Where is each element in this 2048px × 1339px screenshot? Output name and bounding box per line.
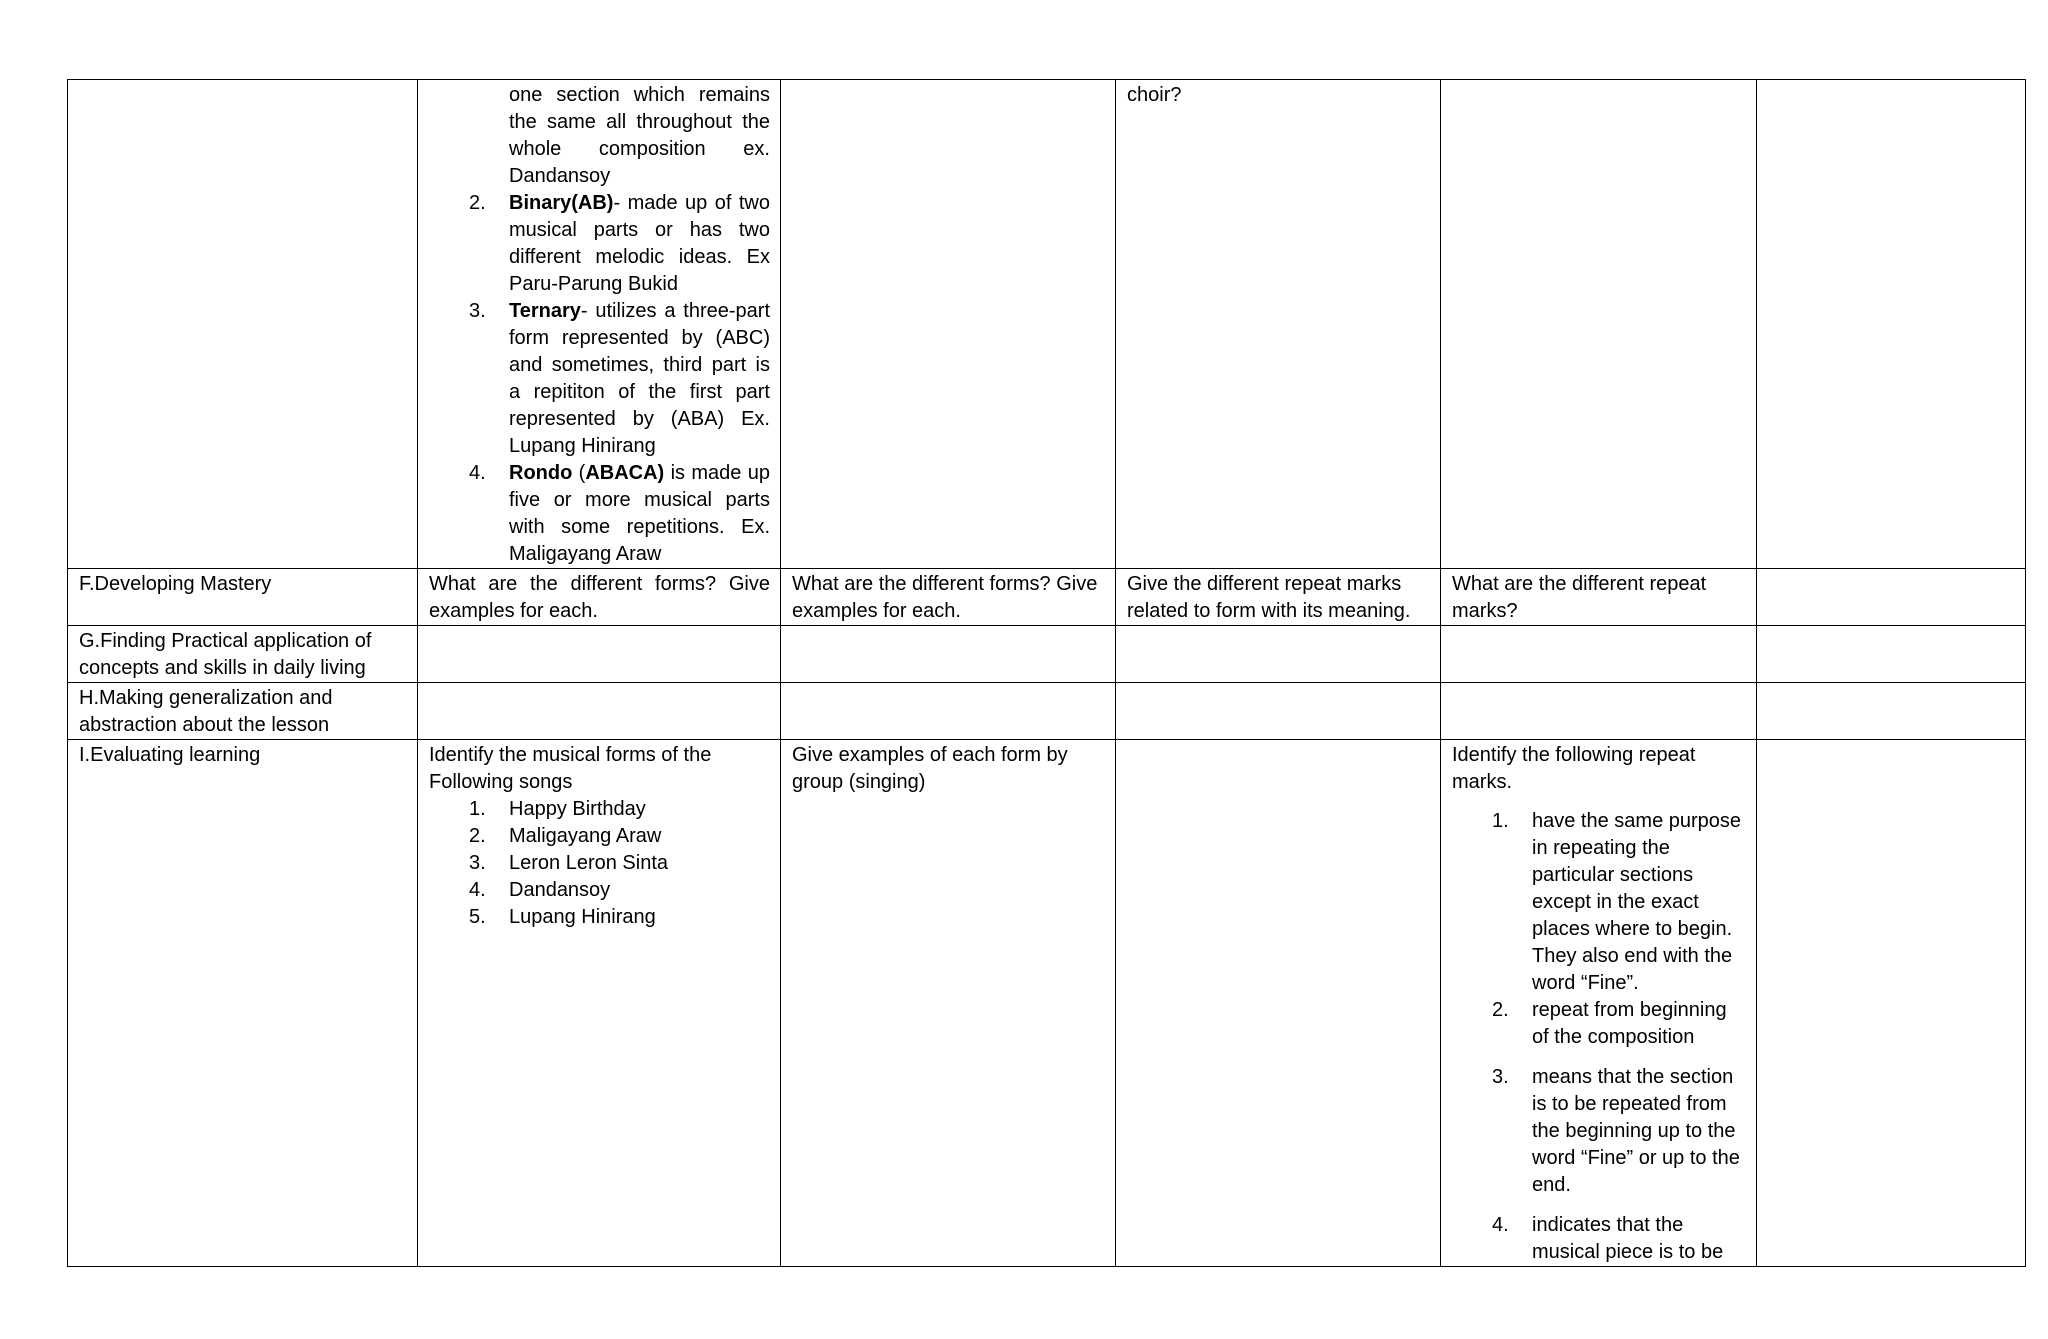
- mastery-cell-3: Give the different repeat marks related to form with its meaning.: [1116, 569, 1441, 626]
- practical-cell-3: [1116, 626, 1441, 683]
- mastery-cell-4: What are the different repeat marks?: [1441, 569, 1757, 626]
- list-item: 5. Lupang Hinirang: [469, 906, 656, 928]
- evaluating-learning-row: [68, 740, 2026, 1267]
- row-label: I.Evaluating learning: [68, 740, 418, 1267]
- forms-list: [429, 190, 770, 568]
- evaluating-cell-1: [418, 740, 781, 1267]
- row-label: G.Finding Practical application of concepts and skills in daily living: [68, 626, 418, 683]
- evaluating-cell-4: [1441, 740, 1757, 1267]
- row-label: H.Making generalization and abstraction about the lesson: [68, 683, 418, 740]
- practical-cell-1: [418, 626, 781, 683]
- evaluating-intro: Identify the musical forms of the Following songs: [429, 744, 712, 793]
- mastery-cell-2: What are the different forms? Give examples for each.: [781, 569, 1116, 626]
- continued-cell-2: [781, 80, 1116, 569]
- continued-cell-3: choir?: [1116, 80, 1441, 569]
- repeat-marks-intro: Identify the following repeat marks.: [1452, 744, 1696, 793]
- lesson-plan-table: [67, 79, 2026, 1267]
- list-item: 2. Maligayang Araw: [469, 825, 662, 847]
- form-1-continued: one section which remains the same all throughout the whole composition ex. Dandansoy: [509, 84, 770, 187]
- evaluating-cell-2: Give examples of each form by group (singing): [781, 740, 1116, 1267]
- row-label: F.Developing Mastery: [68, 569, 418, 626]
- practical-application-row: [68, 626, 2026, 683]
- generalization-cell-2: [781, 683, 1116, 740]
- forms-list-cell: [418, 80, 781, 569]
- generalization-cell-4: [1441, 683, 1757, 740]
- songs-list: [429, 796, 770, 931]
- list-item: 3. Ternary- utilizes a three-part form represented by (ABC) and sometimes, third part is a repititon of the first part represented by (ABA) Ex. Lupang Hinirang: [469, 300, 770, 457]
- generalization-cell-5: [1757, 683, 2026, 740]
- developing-mastery-row: [68, 569, 2026, 626]
- continued-cell-4: [1441, 80, 1757, 569]
- repeat-marks-list: [1452, 808, 1746, 1266]
- continued-cell-5: [1757, 80, 2026, 569]
- list-item: 3. means that the section is to be repeated from the beginning up to the word “Fine” or up to the end.: [1492, 1066, 1740, 1196]
- list-item: 1. have the same purpose in repeating the particular sections except in the exact places where to begin. They also end with the word “Fine”.: [1492, 810, 1742, 994]
- evaluating-cell-3: [1116, 740, 1441, 1267]
- practical-cell-4: [1441, 626, 1757, 683]
- continued-row: [68, 80, 2026, 569]
- list-item: 2. Binary(AB)- made up of two musical parts or has two different melodic ideas. Ex Paru-Parung Bukid: [469, 192, 770, 295]
- generalization-row: [68, 683, 2026, 740]
- practical-cell-2: [781, 626, 1116, 683]
- continued-label-cell: [68, 80, 418, 569]
- list-item: 3. Leron Leron Sinta: [469, 852, 669, 874]
- evaluating-cell-5: [1757, 740, 2026, 1267]
- list-item: 4. indicates that the musical piece is to be: [1492, 1214, 1724, 1263]
- list-item: 2. repeat from beginning of the composition: [1492, 999, 1727, 1048]
- mastery-cell-5: [1757, 569, 2026, 626]
- generalization-cell-1: [418, 683, 781, 740]
- list-item: 4. Dandansoy: [469, 879, 611, 901]
- generalization-cell-3: [1116, 683, 1441, 740]
- list-item: 1. Happy Birthday: [469, 798, 646, 820]
- mastery-cell-1: What are the different forms? Give examples for each.: [418, 569, 781, 626]
- practical-cell-5: [1757, 626, 2026, 683]
- list-item: 4. Rondo (ABACA) is made up five or more musical parts with some repetitions. Ex. Maligayang Araw: [469, 462, 770, 565]
